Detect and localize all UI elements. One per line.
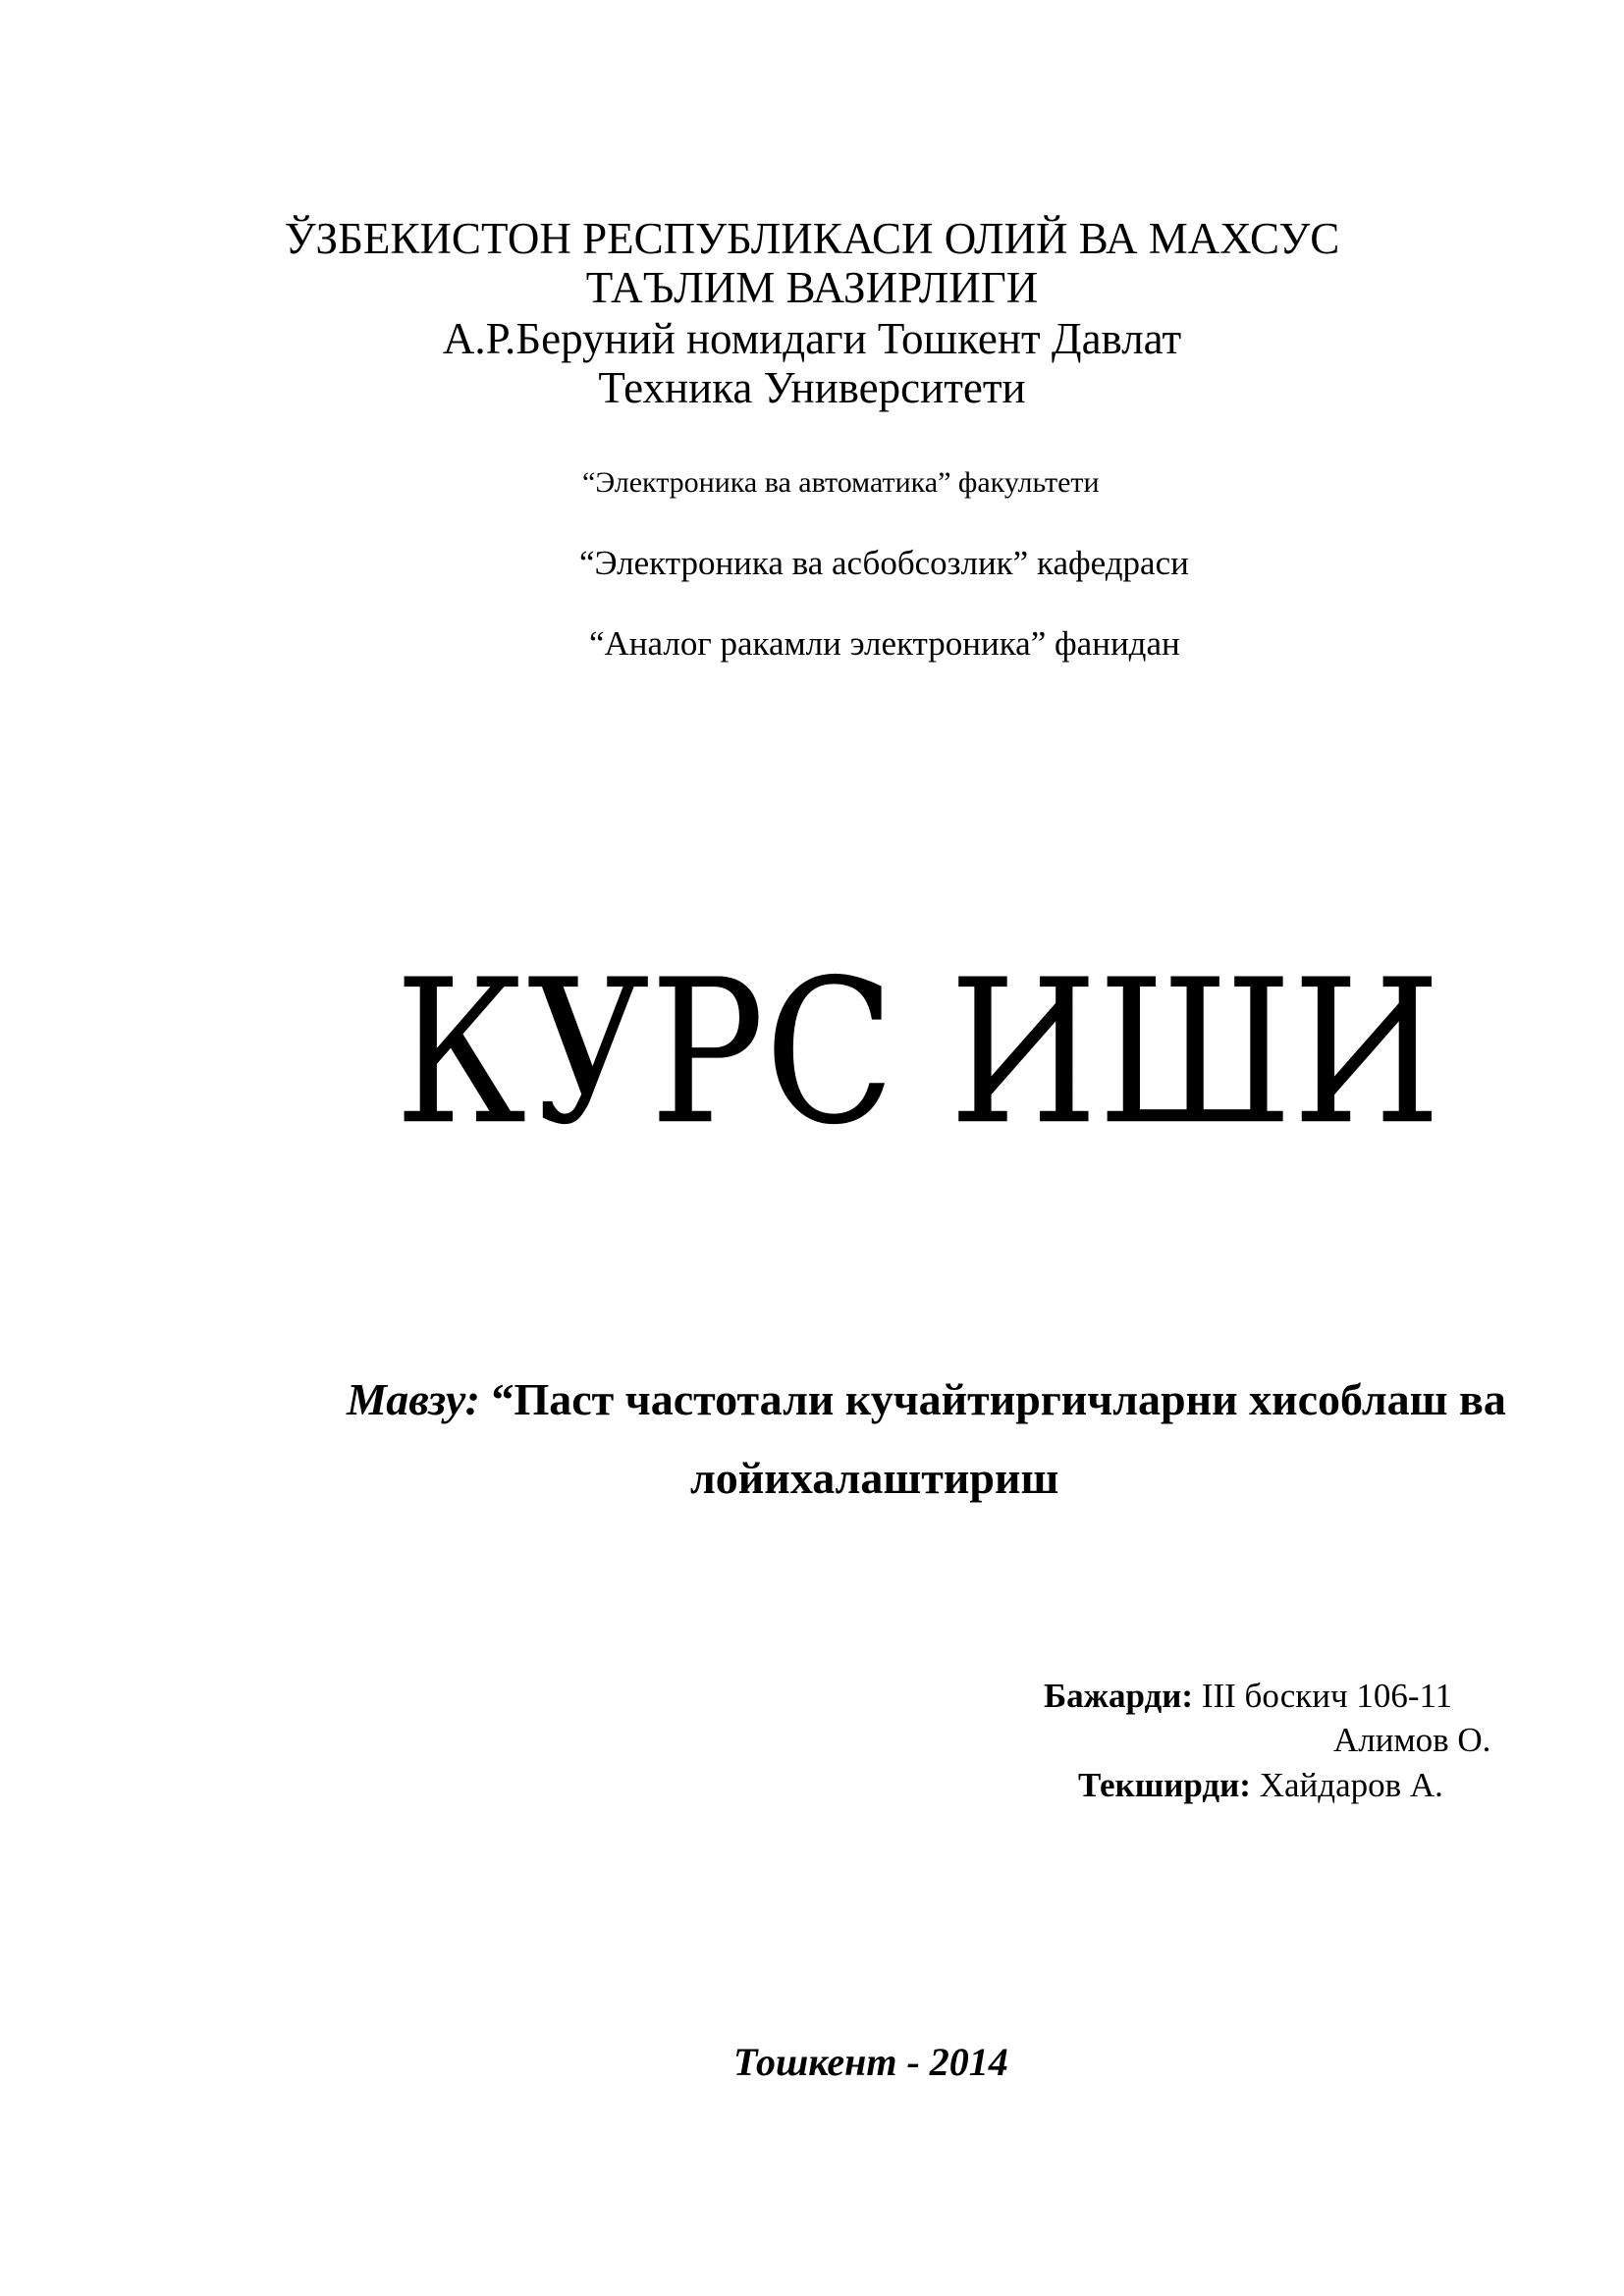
ministry-line-2: ТАЪЛИМ ВАЗИРЛИГИ	[585, 263, 1039, 312]
performed-value: III боскич 106-11	[1201, 1677, 1453, 1715]
department-line: “Электроника ва асбобсозлик” кафедраси	[579, 544, 1189, 582]
checked-label: Текширди:	[1078, 1766, 1251, 1804]
checked-by-line	[1078, 1768, 1443, 1802]
theme-line-1	[347, 1374, 1506, 1424]
theme-line-2: лойихалаштириш	[690, 1453, 1059, 1503]
performed-label: Бажарди:	[1044, 1677, 1194, 1715]
checked-value: Хайдаров А.	[1259, 1766, 1443, 1804]
theme-text-1: “Паст частотали кучайтиргичларни хисоблаш ва	[491, 1374, 1506, 1424]
footer-city-year: Тошкент - 2014	[733, 2040, 1008, 2084]
university-line-2: Техника Университети	[598, 363, 1026, 412]
student-name: Алимов О.	[1333, 1721, 1491, 1759]
faculty-line: “Электроника ва автоматика” факультети	[582, 466, 1100, 499]
subject-line: “Аналог ракамли электроника” фанидан	[589, 624, 1180, 663]
ministry-line-1: ЎЗБЕКИСТОН РЕСПУБЛИКАСИ ОЛИЙ ВА МАХСУС	[284, 214, 1340, 263]
title-container	[395, 937, 1441, 1178]
document-title: КУРС ИШИ	[395, 937, 1441, 1170]
performed-by-line	[1044, 1679, 1452, 1713]
theme-label: Мавзу:	[347, 1374, 480, 1424]
university-line-1: А.Р.Беруний номидаги Тошкент Давлат	[442, 314, 1182, 363]
